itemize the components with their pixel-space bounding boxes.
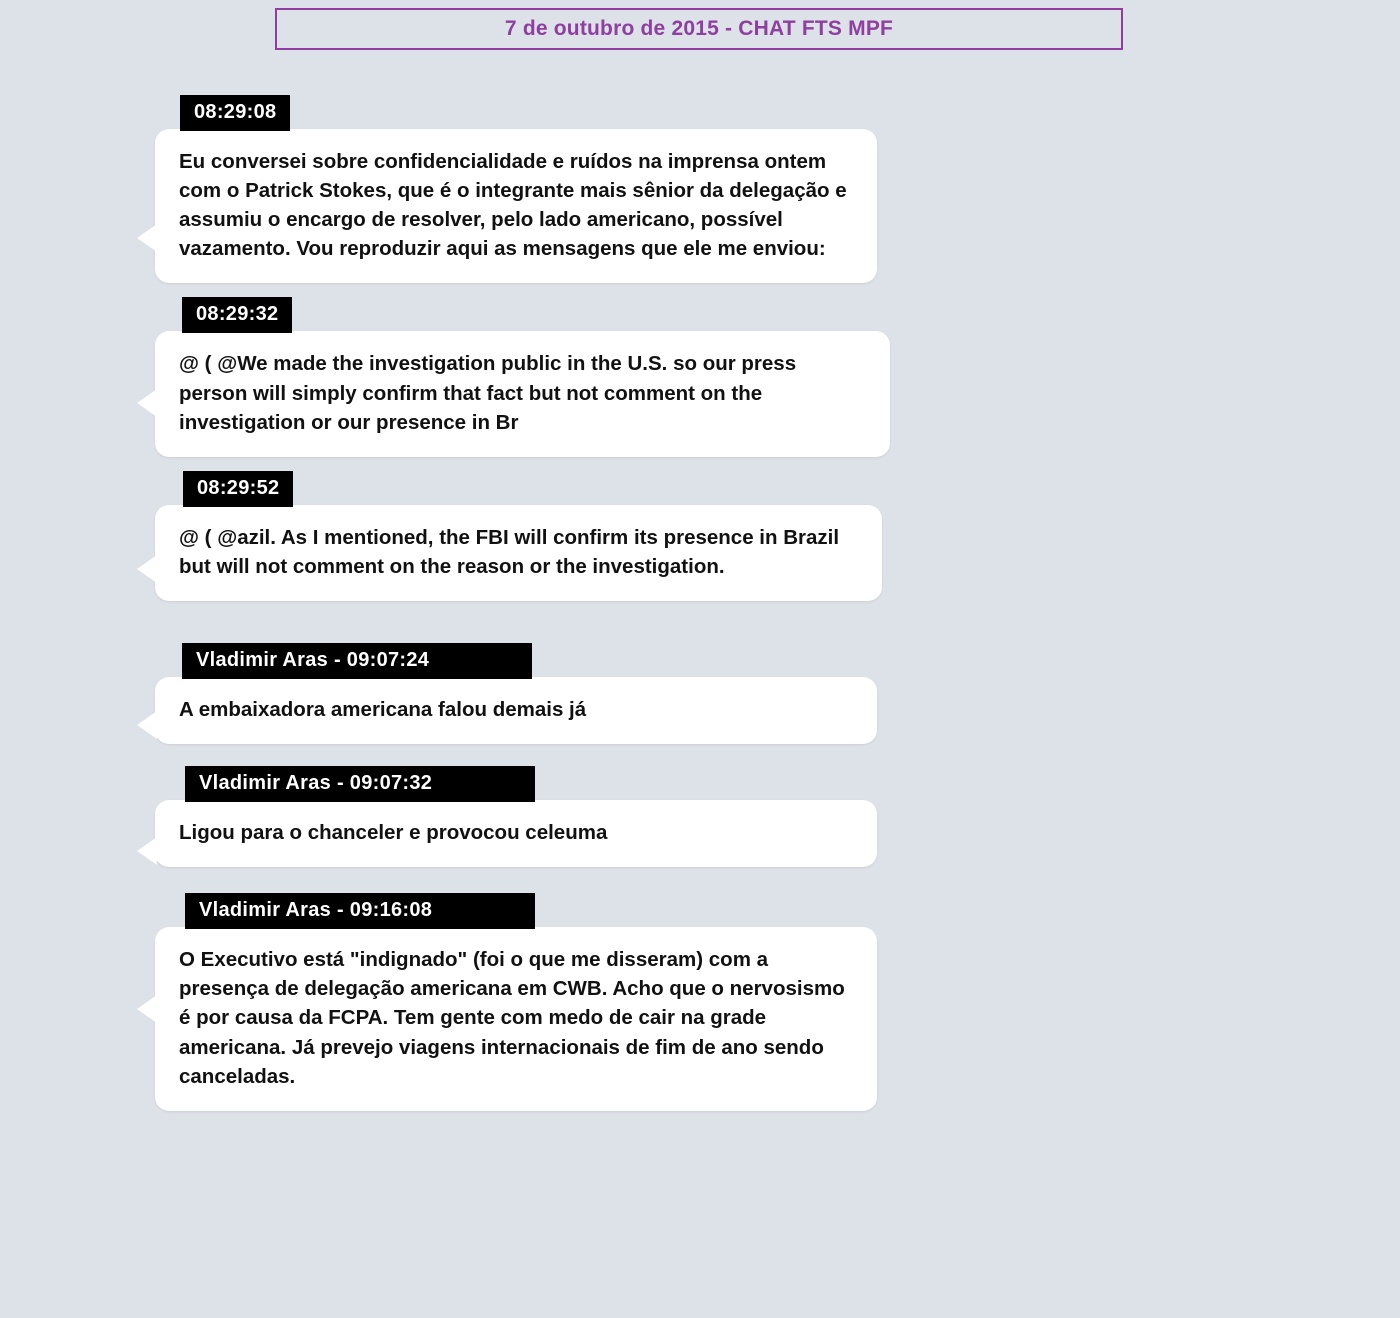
message-bubble xyxy=(155,677,877,744)
page-title-box xyxy=(275,8,1123,50)
message-bubble xyxy=(155,331,890,456)
chat-message xyxy=(0,95,1400,283)
chat-message xyxy=(0,893,1400,1111)
message-bubble xyxy=(155,129,877,283)
message-bubble xyxy=(155,800,877,867)
message-sender-timestamp-label: Vladimir Aras - 09:16:08 xyxy=(185,893,535,929)
chat-message xyxy=(0,766,1400,867)
chat-message xyxy=(0,471,1400,601)
message-timestamp-label: 08:29:08 xyxy=(180,95,290,131)
message-bubble xyxy=(155,927,877,1111)
message-text: @ ( @We made the investigation public in the U.S. so our press person will simply confirm that fact but not comment on the investigation or our presence in Br xyxy=(179,352,797,434)
chat-message xyxy=(0,297,1400,456)
message-sender-timestamp-label: Vladimir Aras - 09:07:24 xyxy=(182,643,532,679)
message-timestamp-label: 08:29:52 xyxy=(183,471,293,507)
message-bubble xyxy=(155,505,882,601)
message-text: Eu conversei sobre confidencialidade e ruídos na imprensa ontem com o Patrick Stokes, que é o integrante mais sênior da delegação e assumiu o encargo de resolver, pelo lado americano, possível vazamento. Vou reproduzir aqui as mensagens que ele me enviou: xyxy=(179,150,847,261)
message-text: A embaixadora americana falou demais já xyxy=(179,697,587,721)
message-text: @ ( @azil. As I mentioned, the FBI will confirm its presence in Brazil but will not comment on the reason or the investigation. xyxy=(179,525,840,578)
page-title: 7 de outubro de 2015 - CHAT FTS MPF xyxy=(504,17,894,40)
message-sender-timestamp-label: Vladimir Aras - 09:07:32 xyxy=(185,766,535,802)
message-timestamp-label: 08:29:32 xyxy=(182,297,292,333)
chat-message xyxy=(0,643,1400,744)
message-text: O Executivo está "indignado" (foi o que me disseram) com a presença de delegação americana em CWB. Acho que o nervosismo é por causa da FCPA. Tem gente com medo de cair na grade americana. Já prevejo viagens internacionais de fim de ano sendo canceladas. xyxy=(179,948,845,1088)
chat-transcript xyxy=(0,95,1400,1125)
message-text: Ligou para o chanceler e provocou celeuma xyxy=(179,821,608,845)
